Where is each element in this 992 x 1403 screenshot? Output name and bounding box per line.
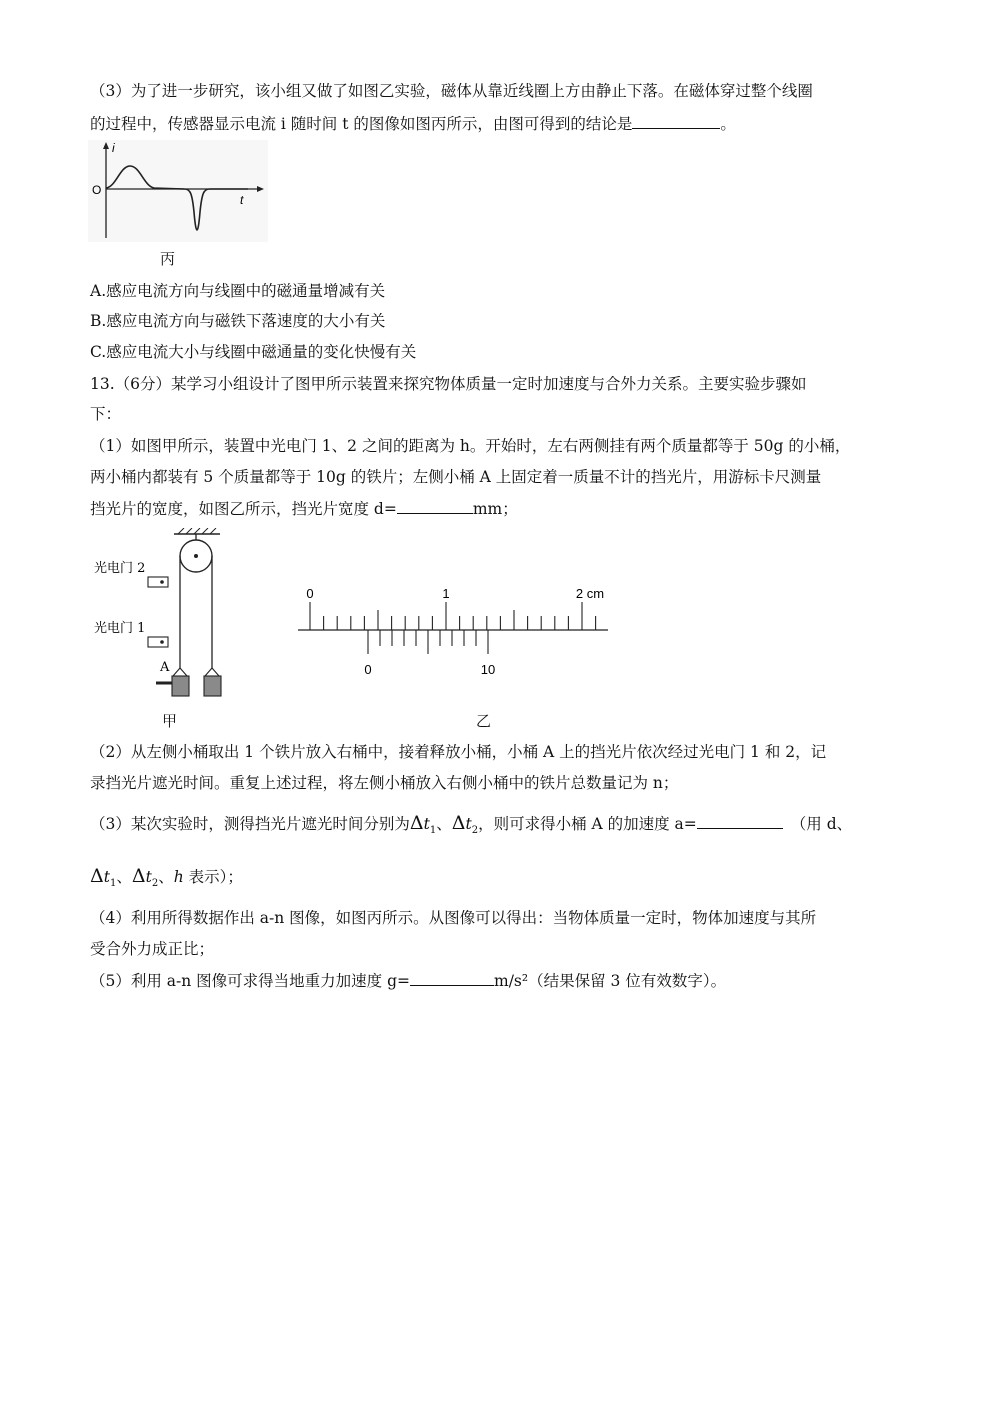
part3-line1: （3）为了进一步研究，该小组又做了如图乙实验，磁体从靠近线圈上方由静止下落。在磁体穿过整个线圈 xyxy=(90,82,813,100)
vernier-scale-ticks xyxy=(368,630,488,654)
delta-t-h-symbols: $\Delta t_1$、$\Delta t_2$、h xyxy=(90,865,184,889)
q13-s1-line2: 两小桶内都装有 5 个质量都等于 10g 的铁片；左侧小桶 A 上固定着一质量不计的挡光片，用游标卡尺测量 xyxy=(90,468,822,486)
t-axis-label: t xyxy=(240,193,244,207)
answer-blank-width[interactable] xyxy=(397,497,473,514)
bucket-b xyxy=(204,676,221,696)
q13-line2: 下： xyxy=(90,405,122,423)
origin-label: O xyxy=(92,183,102,197)
main-label-1: 1 xyxy=(442,586,450,601)
main-scale-ticks xyxy=(310,602,596,630)
i-axis-label: i xyxy=(112,141,115,155)
q13-s2-line2: 录挡光片遮光时间。重复上述过程，将左侧小桶放入右侧小桶中的铁片总数量记为 n； xyxy=(90,774,679,792)
caption-yi: 乙 xyxy=(476,712,492,730)
q13-s3-line2 xyxy=(90,865,243,895)
q13-s5-a: （5）利用 a-n 图像可求得当地重力加速度 g= xyxy=(90,972,411,990)
option-b[interactable]: B.感应电流方向与磁铁下落速度的大小有关 xyxy=(90,312,386,330)
ceiling-hatch xyxy=(178,528,216,534)
q13-s4-line1: （4）利用所得数据作出 a-n 图像，如图丙所示。从图像可以得出：当物体质量一定时，物体加速度与其所 xyxy=(90,909,817,927)
q13-s3-line2-text: 表示）； xyxy=(188,868,243,886)
q13-s3-line1 xyxy=(90,812,852,842)
gate2-label: 光电门 2 xyxy=(94,561,146,576)
q13-s3-line1-b: ，则可求得小桶 A 的加速度 a= xyxy=(478,815,697,833)
caption-bing: 丙 xyxy=(160,250,176,268)
q13-s1-line3-a: 挡光片的宽度，如图乙所示，挡光片宽度 d= xyxy=(90,500,397,518)
q13-s5-b: m/s²（结果保留 3 位有效数字）。 xyxy=(494,972,727,990)
part3-line2 xyxy=(90,112,736,135)
answer-blank-gravity[interactable] xyxy=(410,969,494,986)
answer-blank-conclusion[interactable] xyxy=(632,112,720,129)
q13-s1-line1: （1）如图甲所示，装置中光电门 1、2 之间的距离为 h。开始时，左右两侧挂有两个质量都等于 50g 的小桶， xyxy=(90,437,851,455)
q13-s3-line1-a: （3）某次实验时，测得挡光片遮光时间分别为 xyxy=(90,815,410,833)
q13-s3-line1-c: （用 d、 xyxy=(790,815,853,833)
part3-line2-end: 。 xyxy=(720,115,736,133)
bucket-a xyxy=(172,676,189,696)
photogate-2 xyxy=(148,577,168,587)
q13-s1-line3 xyxy=(90,497,518,520)
photogate-1 xyxy=(148,637,168,647)
caption-jia: 甲 xyxy=(162,712,178,730)
q13-s5 xyxy=(90,969,726,992)
pulley-axle xyxy=(194,554,198,558)
answer-blank-acceleration[interactable] xyxy=(697,812,783,829)
apparatus-diagram xyxy=(90,528,240,700)
option-c[interactable]: C.感应电流大小与线圈中磁通量的变化快慢有关 xyxy=(90,343,417,361)
delta-t-symbols: $\Delta t_1$、$\Delta t_2$ xyxy=(409,812,479,836)
q13-line1: 13.（6分）某学习小组设计了图甲所示装置来探究物体质量一定时加速度与合外力关系。主要实验步骤如 xyxy=(90,375,807,393)
gate1-label: 光电门 1 xyxy=(94,621,146,636)
option-a[interactable]: A.感应电流方向与线圈中的磁通量增减有关 xyxy=(90,282,386,300)
vernier-label-0: 0 xyxy=(364,662,372,677)
part3-line2-text: 的过程中，传感器显示电流 i 随时间 t 的图像如图丙所示，由图可得到的结论是 xyxy=(90,115,633,133)
q13-s2-line1: （2）从左侧小桶取出 1 个铁片放入右桶中，接着释放小桶，小桶 A 上的挡光片依次经过光电门 1 和 2，记 xyxy=(90,743,827,761)
vernier-label-10: 10 xyxy=(480,662,496,677)
bucket-a-label: A xyxy=(160,660,170,675)
q13-s1-line3-b: mm； xyxy=(472,500,518,518)
current-time-graph xyxy=(88,140,268,242)
main-label-0: 0 xyxy=(306,586,314,601)
q13-s4-line2: 受合外力成正比； xyxy=(90,940,215,958)
vernier-caliper xyxy=(296,582,612,682)
main-label-2cm: 2 cm xyxy=(575,586,605,601)
